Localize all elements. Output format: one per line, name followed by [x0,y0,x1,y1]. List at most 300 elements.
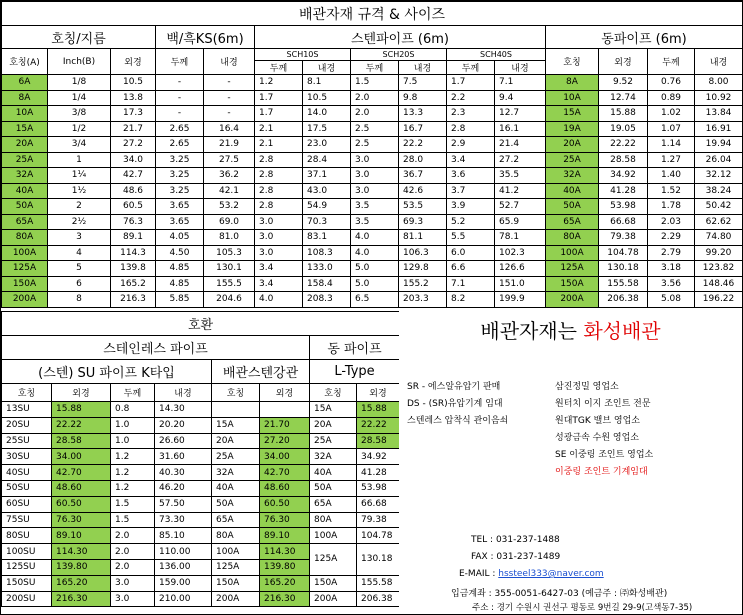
cell-ltype-name: 20A [310,417,357,433]
cell-sch40s-t: 5.2 [447,214,495,230]
cell-copper-od: 15.88 [599,106,648,122]
cell-copper-t: 0.89 [648,90,695,106]
cell-sch40s-t: 3.6 [447,168,495,184]
group-black-pipe: 백/흑KS(6m) [156,26,255,49]
cell-copper-t: 1.78 [648,199,695,215]
cell-black-t: 2.65 [156,121,204,137]
cell-black-t: 3.25 [156,152,204,168]
cell-copper-nominal: 200A [546,292,599,308]
cell-su-id: 136.00 [155,559,212,575]
cell-od: 21.7 [111,121,156,137]
cell-su-name: 75SU [2,512,52,528]
cell-steel-od: 60.50 [260,496,310,512]
cell-sch40s-id: 102.3 [495,245,546,261]
cell-copper-od: 66.68 [599,214,648,230]
cell-copper-nominal: 150A [546,276,599,292]
cell-sch20s-id: 53.5 [399,199,447,215]
cell-sch20s-t: 1.5 [351,75,399,91]
cell-steel-od: 165.20 [260,575,310,591]
cell-su-thickness: 1.0 [111,417,155,433]
cell-copper-id: 32.12 [695,168,743,184]
cell-copper-od: 41.28 [599,183,648,199]
cell-od: 34.0 [111,152,156,168]
cell-sch10s-t: 2.8 [255,199,303,215]
cell-nominal-a: 150A [2,276,48,292]
col-sch10s-id: 내경 [303,61,351,75]
cell-su-name: 20SU [2,417,52,433]
cell-sch40s-id: 199.9 [495,292,546,308]
cell-su-name: 80SU [2,528,52,544]
cell-su-id: 14.30 [155,402,212,418]
cell-ltype-name: 80A [310,512,357,528]
cell-inch: 2½ [48,214,111,230]
spec-row [2,199,743,215]
brand-name: 화성배관 [583,319,661,343]
cell-su-name: 30SU [2,449,52,465]
cell-ltype-od: 79.38 [357,512,400,528]
cell-ltype-name: 65A [310,496,357,512]
cell-copper-t: 5.08 [648,292,695,308]
cell-black-id: - [204,106,255,122]
cell-sch20s-t: 3.0 [351,183,399,199]
cell-steel-od: 34.00 [260,449,310,465]
sub-steel-pipe: 배관스텐강관 [212,360,310,384]
sch40s-header: SCH40S [447,49,546,61]
cell-inch: 1 [48,152,111,168]
cell-su-od: 60.50 [52,496,111,512]
cell-copper-od: 130.18 [599,261,648,277]
cell-sch40s-id: 16.1 [495,121,546,137]
cell-copper-nominal: 19A [546,121,599,137]
sub-su-pipe: (스텐) SU 파이프 K타입 [2,360,212,384]
cell-inch: 6 [48,276,111,292]
cell-ltype-name: 50A [310,480,357,496]
compat-row [2,496,400,512]
cell-su-thickness: 2.0 [111,544,155,560]
cell-copper-nominal: 10A [546,90,599,106]
cell-nominal-a: 65A [2,214,48,230]
cell-ltype-od: 206.38 [357,591,400,607]
cell-sch10s-id: 108.3 [303,245,351,261]
cell-black-t: 2.65 [156,137,204,153]
contact-tel: TEL : 031-237-1488 [471,535,560,545]
cell-sch10s-t: 3.4 [255,276,303,292]
compat-row [2,544,400,560]
cell-copper-od: 53.98 [599,199,648,215]
col-copper-od: 외경 [599,49,648,75]
cell-sch20s-t: 4.0 [351,230,399,246]
cell-copper-nominal: 8A [546,75,599,91]
cell-su-thickness: 1.5 [111,512,155,528]
cell-copper-id: 196.22 [695,292,743,308]
group-copper-pipe: 동파이프 (6m) [546,26,743,49]
cell-su-id: 159.00 [155,575,212,591]
cell-black-id: - [204,90,255,106]
col-sch40s-id: 내경 [495,61,546,75]
cell-sch10s-id: 83.1 [303,230,351,246]
group-copper: 동 파이프 [310,336,400,360]
compat-table [1,311,400,607]
cell-su-name: 150SU [2,575,52,591]
cell-inch: 1¼ [48,168,111,184]
cell-inch: 1/4 [48,90,111,106]
cell-su-thickness: 1.2 [111,449,155,465]
cell-inch: 1/2 [48,121,111,137]
cell-sch40s-id: 21.4 [495,137,546,153]
cell-sch20s-t: 2.5 [351,121,399,137]
cell-inch: 1½ [48,183,111,199]
cell-sch10s-id: 158.4 [303,276,351,292]
cell-sch10s-t: 2.8 [255,168,303,184]
cell-sch10s-t: 3.0 [255,230,303,246]
cell-steel-od: 48.60 [260,480,310,496]
cell-su-name: 200SU [2,591,52,607]
cell-black-t: 4.05 [156,230,204,246]
spec-row [2,137,743,153]
cell-od: 89.1 [111,230,156,246]
cell-black-t: 3.65 [156,199,204,215]
cell-ltype-name: 100A [310,528,357,544]
cell-sch40s-id: 7.1 [495,75,546,91]
col-steel-name: 호칭 [212,384,260,402]
cell-copper-od: 19.05 [599,121,648,137]
cell-sch20s-t: 4.0 [351,245,399,261]
cell-sch40s-t: 6.0 [447,245,495,261]
cell-ltype-od: 53.98 [357,480,400,496]
cell-sch20s-id: 203.3 [399,292,447,308]
contact-panel [399,311,742,614]
cell-sch20s-t: 3.0 [351,168,399,184]
sch10s-header: SCH10S [255,49,351,61]
cell-sch20s-id: 7.5 [399,75,447,91]
cell-copper-od: 12.74 [599,90,648,106]
cell-sch40s-id: 41.2 [495,183,546,199]
cell-su-name: 50SU [2,480,52,496]
compat-row [2,480,400,496]
cell-su-thickness: 0.8 [111,402,155,418]
cell-ltype-od: 28.58 [357,433,400,449]
compat-row [2,512,400,528]
cell-su-name: 13SU [2,402,52,418]
agency-onetouch: 원터치 이지 조인트 전문 [555,399,651,409]
cell-copper-nominal: 125A [546,261,599,277]
cell-ltype-od: 155.58 [357,575,400,591]
cell-su-od: 216.30 [52,591,111,607]
col-copper-id: 내경 [695,49,743,75]
cell-nominal-a: 25A [2,152,48,168]
cell-sch10s-t: 3.4 [255,261,303,277]
cell-copper-id: 74.80 [695,230,743,246]
contact-email [459,569,604,579]
cell-copper-id: 19.94 [695,137,743,153]
cell-copper-t: 1.14 [648,137,695,153]
cell-su-od: 114.30 [52,544,111,560]
cell-sch10s-id: 54.9 [303,199,351,215]
cell-ltype-name: 125A [310,544,357,576]
cell-sch40s-t: 5.5 [447,230,495,246]
cell-nominal-a: 6A [2,75,48,91]
agency-sungkwang: 성광금속 수원 영업소 [555,433,639,443]
cell-nominal-a: 100A [2,245,48,261]
cell-sch20s-id: 22.2 [399,137,447,153]
group-stainless-pipe: 스텐파이프 (6m) [255,26,546,49]
cell-inch: 3 [48,230,111,246]
group-stainless: 스테인레스 파이프 [2,336,310,360]
cell-black-id: 105.3 [204,245,255,261]
cell-steel-od: 21.70 [260,417,310,433]
cell-su-od: 139.80 [52,559,111,575]
cell-black-t: 3.65 [156,214,204,230]
compat-row [2,449,400,465]
spec-row [2,168,743,184]
cell-steel-name: 25A [212,449,260,465]
cell-copper-id: 62.62 [695,214,743,230]
cell-su-thickness: 1.5 [111,496,155,512]
cell-ltype-od: 15.88 [357,402,400,418]
cell-copper-t: 3.56 [648,276,695,292]
cell-copper-t: 1.52 [648,183,695,199]
cell-sch10s-id: 70.3 [303,214,351,230]
cell-steel-name: 15A [212,417,260,433]
cell-od: 42.7 [111,168,156,184]
cell-sch40s-id: 9.4 [495,90,546,106]
cell-sch10s-t: 2.1 [255,137,303,153]
cell-sch40s-t: 8.2 [447,292,495,308]
cell-sch40s-id: 65.9 [495,214,546,230]
cell-copper-id: 50.42 [695,199,743,215]
cell-black-id: 36.2 [204,168,255,184]
cell-od: 60.5 [111,199,156,215]
cell-ltype-od: 34.92 [357,449,400,465]
col-copper-nominal: 호칭 [546,49,599,75]
spec-row [2,261,743,277]
cell-black-id: 204.6 [204,292,255,308]
col-ltype-od: 외경 [357,384,400,402]
cell-su-name: 100SU [2,544,52,560]
agency-se: SE 이중링 조인트 영업소 [555,450,654,460]
cell-od: 114.3 [111,245,156,261]
cell-su-id: 210.00 [155,591,212,607]
cell-copper-nominal: 100A [546,245,599,261]
cell-copper-id: 8.00 [695,75,743,91]
cell-su-name: 25SU [2,433,52,449]
cell-copper-id: 16.91 [695,121,743,137]
compat-row [2,433,400,449]
cell-steel-od: 114.30 [260,544,310,560]
cell-sch40s-t: 2.2 [447,90,495,106]
cell-sch10s-t: 1.7 [255,106,303,122]
cell-copper-od: 79.38 [599,230,648,246]
cell-sch10s-id: 17.5 [303,121,351,137]
cell-black-t: 4.85 [156,276,204,292]
email-link[interactable]: hssteel333@naver.com [498,569,604,579]
cell-su-name: 125SU [2,559,52,575]
cell-su-od: 165.20 [52,575,111,591]
cell-od: 17.3 [111,106,156,122]
col-sch20s-thickness: 두께 [351,61,399,75]
cell-sch20s-id: 16.7 [399,121,447,137]
page-title: 배관자재 규격 & 사이즈 [2,2,743,26]
cell-black-id: 69.0 [204,214,255,230]
service-sr: SR - 에스알유압기 판매 [407,382,501,392]
spec-row [2,75,743,91]
cell-od: 10.5 [111,75,156,91]
cell-sch10s-id: 133.0 [303,261,351,277]
service-ds: DS - (SR)유압기계 임대 [407,399,503,409]
cell-su-id: 85.10 [155,528,212,544]
cell-copper-t: 0.76 [648,75,695,91]
cell-black-id: 42.1 [204,183,255,199]
cell-copper-nominal: 15A [546,106,599,122]
cell-inch: 8 [48,292,111,308]
cell-black-t: 5.85 [156,292,204,308]
cell-su-name: 60SU [2,496,52,512]
cell-copper-t: 1.02 [648,106,695,122]
spec-row [2,183,743,199]
cell-sch20s-id: 69.3 [399,214,447,230]
cell-sch40s-t: 6.6 [447,261,495,277]
cell-copper-id: 123.82 [695,261,743,277]
cell-su-id: 73.30 [155,512,212,528]
cell-sch40s-id: 78.1 [495,230,546,246]
cell-ltype-name: 25A [310,433,357,449]
cell-inch: 2 [48,199,111,215]
cell-sch20s-id: 42.6 [399,183,447,199]
cell-steel-od: 89.10 [260,528,310,544]
cell-copper-t: 1.40 [648,168,695,184]
cell-sch20s-id: 155.2 [399,276,447,292]
cell-su-id: 110.00 [155,544,212,560]
cell-sch10s-id: 208.3 [303,292,351,308]
cell-steel-name: 65A [212,512,260,528]
cell-sch20s-t: 3.0 [351,152,399,168]
col-black-id: 내경 [204,49,255,75]
cell-sch20s-t: 2.0 [351,106,399,122]
cell-copper-od: 155.58 [599,276,648,292]
cell-sch10s-id: 28.4 [303,152,351,168]
cell-sch40s-id: 126.6 [495,261,546,277]
cell-su-id: 46.20 [155,480,212,496]
cell-sch10s-t: 4.0 [255,292,303,308]
cell-ltype-name: 200A [310,591,357,607]
cell-ltype-od: 22.22 [357,417,400,433]
cell-su-name: 40SU [2,465,52,481]
cell-nominal-a: 200A [2,292,48,308]
cell-black-t: - [156,90,204,106]
col-su-id: 내경 [155,384,212,402]
cell-su-id: 31.60 [155,449,212,465]
cell-inch: 3/4 [48,137,111,153]
col-sch10s-thickness: 두께 [255,61,303,75]
cell-sch40s-t: 3.9 [447,199,495,215]
cell-copper-nominal: 50A [546,199,599,215]
cell-copper-nominal: 20A [546,137,599,153]
cell-su-id: 57.50 [155,496,212,512]
brand-headline [399,315,742,344]
cell-su-thickness: 2.0 [111,528,155,544]
cell-copper-t: 2.03 [648,214,695,230]
cell-sch20s-id: 106.3 [399,245,447,261]
col-black-thickness: 두께 [156,49,204,75]
cell-sch10s-t: 1.2 [255,75,303,91]
col-nominal-a: 호칭(A) [2,49,48,75]
cell-sch10s-id: 10.5 [303,90,351,106]
cell-black-id: 155.5 [204,276,255,292]
cell-black-t: - [156,75,204,91]
cell-ltype-od: 104.78 [357,528,400,544]
cell-copper-nominal: 40A [546,183,599,199]
cell-od: 48.6 [111,183,156,199]
cell-sch10s-t: 1.7 [255,90,303,106]
cell-steel-name: 125A [212,559,260,575]
cell-sch40s-t: 2.3 [447,106,495,122]
cell-copper-od: 28.58 [599,152,648,168]
cell-sch40s-id: 35.5 [495,168,546,184]
cell-su-od: 48.60 [52,480,111,496]
cell-steel-od [260,402,310,418]
cell-od: 139.8 [111,261,156,277]
cell-ltype-name: 32A [310,449,357,465]
cell-ltype-od: 130.18 [357,544,400,576]
cell-steel-name: 40A [212,480,260,496]
spec-row [2,214,743,230]
cell-black-id: 53.2 [204,199,255,215]
spec-row [2,106,743,122]
cell-sch20s-id: 28.0 [399,152,447,168]
cell-steel-name: 32A [212,465,260,481]
compat-title: 호환 [2,312,400,336]
cell-ltype-od: 41.28 [357,465,400,481]
cell-nominal-a: 50A [2,199,48,215]
cell-copper-id: 38.24 [695,183,743,199]
cell-sch40s-id: 27.2 [495,152,546,168]
cell-copper-od: 104.78 [599,245,648,261]
cell-steel-od: 216.30 [260,591,310,607]
cell-sch20s-t: 2.5 [351,137,399,153]
agency-samjin: 삼진정밀 영업소 [555,382,619,392]
cell-copper-id: 99.20 [695,245,743,261]
compat-row [2,402,400,418]
spec-row [2,152,743,168]
cell-copper-nominal: 65A [546,214,599,230]
cell-nominal-a: 125A [2,261,48,277]
cell-black-t: 3.25 [156,168,204,184]
cell-steel-od: 139.80 [260,559,310,575]
cell-steel-name [212,402,260,418]
cell-copper-nominal: 80A [546,230,599,246]
col-sch40s-thickness: 두께 [447,61,495,75]
cell-su-id: 26.60 [155,433,212,449]
cell-copper-nominal: 25A [546,152,599,168]
group-nominal: 호칭/지름 [2,26,156,49]
cell-sch10s-id: 8.1 [303,75,351,91]
cell-copper-t: 2.79 [648,245,695,261]
cell-sch40s-id: 52.7 [495,199,546,215]
col-steel-od: 외경 [260,384,310,402]
cell-sch20s-id: 81.1 [399,230,447,246]
cell-black-id: 16.4 [204,121,255,137]
cell-steel-od: 42.70 [260,465,310,481]
cell-sch10s-id: 43.0 [303,183,351,199]
cell-sch20s-id: 9.8 [399,90,447,106]
compat-row [2,528,400,544]
cell-sch20s-id: 129.8 [399,261,447,277]
spec-row [2,121,743,137]
cell-su-thickness: 3.0 [111,575,155,591]
col-ltype-name: 호칭 [310,384,357,402]
cell-sch40s-t: 3.4 [447,152,495,168]
cell-sch20s-t: 6.5 [351,292,399,308]
